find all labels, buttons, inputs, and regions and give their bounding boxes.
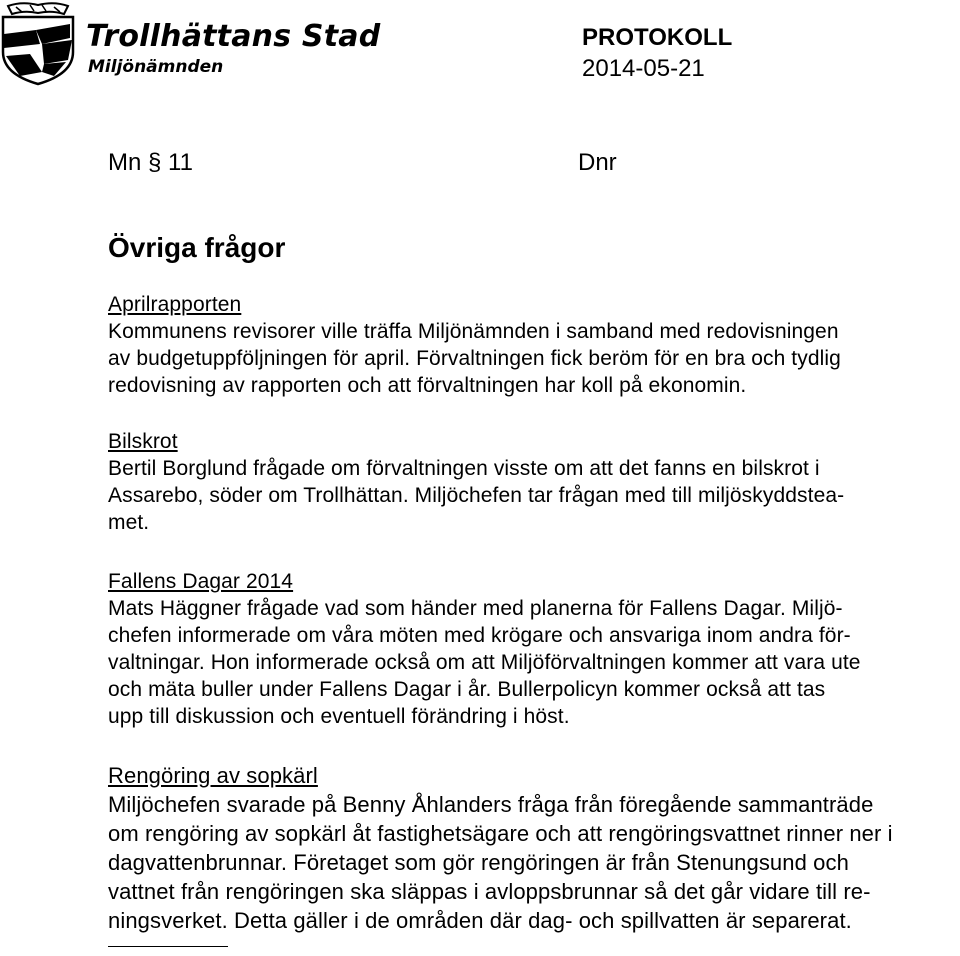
diary-number-label: Dnr <box>578 149 617 176</box>
body-line: och mäta buller under Fallens Dagar i år. Bullerpolicyn kommer också att tas <box>108 678 826 701</box>
body-line: Kommunens revisorer ville träffa Miljönämnden i samband med redovisningen <box>108 320 839 343</box>
page-title: Övriga frågor <box>108 232 286 263</box>
body-line: Bertil Borglund frågade om förvaltningen visste om att det fanns en bilskrot i <box>108 457 820 480</box>
body-line: chefen informerade om våra möten med krögare och ansvariga inom andra för- <box>108 624 851 647</box>
section-heading: Fallens Dagar 2014 <box>108 570 294 593</box>
document-date: 2014-05-21 <box>582 55 705 82</box>
document-type: PROTOKOLL <box>582 24 733 51</box>
body-line: valtningar. Hon informerade också om att Miljöförvaltningen kommer att vara ute <box>108 651 861 674</box>
body-line: vattnet från rengöringen ska släppas i avloppsbrunnar så det går vidare till re- <box>108 879 871 904</box>
body-line: Assarebo, söder om Trollhättan. Miljöchefen tar frågan med till miljöskyddsteа- <box>108 484 845 507</box>
org-name: Trollhättans Stad <box>86 19 381 54</box>
body-line: upp till diskussion och eventuell förändring i höst. <box>108 705 570 728</box>
body-line: om rengöring av sopkärl åt fastighetsägare och att rengöringsvattnet rinner ner i <box>108 821 893 846</box>
section-heading: Rengöring av sopkärl <box>108 763 318 788</box>
body-line: redovisning av rapporten och att förvaltningen har koll på ekonomin. <box>108 374 747 397</box>
body-line: av budgetuppföljningen för april. Förvaltningen fick beröm för en bra och tydlig <box>108 347 841 370</box>
body-line: Miljöchefen svarade på Benny Åhlanders fråga från föregående sammanträde <box>108 792 874 817</box>
body-line: dagvattenbrunnar. Företaget som gör rengöringen är från Stenungsund och <box>108 850 849 875</box>
body-line: Mats Häggner frågade vad som händer med planerna för Fallens Dagar. Miljö- <box>108 597 843 620</box>
signature-line <box>108 946 228 947</box>
body-line: ningsverket. Detta gäller i de områden där dag- och spillvatten är separerat. <box>108 908 852 933</box>
body-line: met. <box>108 511 150 534</box>
section-rengoring-av-sopkarl <box>108 761 960 935</box>
section-heading: Aprilrapporten <box>108 293 242 316</box>
org-department: Miljönämnden <box>88 57 224 77</box>
trollhattan-crest-icon <box>0 0 76 86</box>
paragraph-number: Mn § 11 <box>108 149 193 176</box>
section-heading: Bilskrot <box>108 430 178 453</box>
section-aprilrapporten <box>108 291 960 399</box>
section-bilskrot <box>108 428 960 536</box>
section-fallens-dagar <box>108 568 960 730</box>
